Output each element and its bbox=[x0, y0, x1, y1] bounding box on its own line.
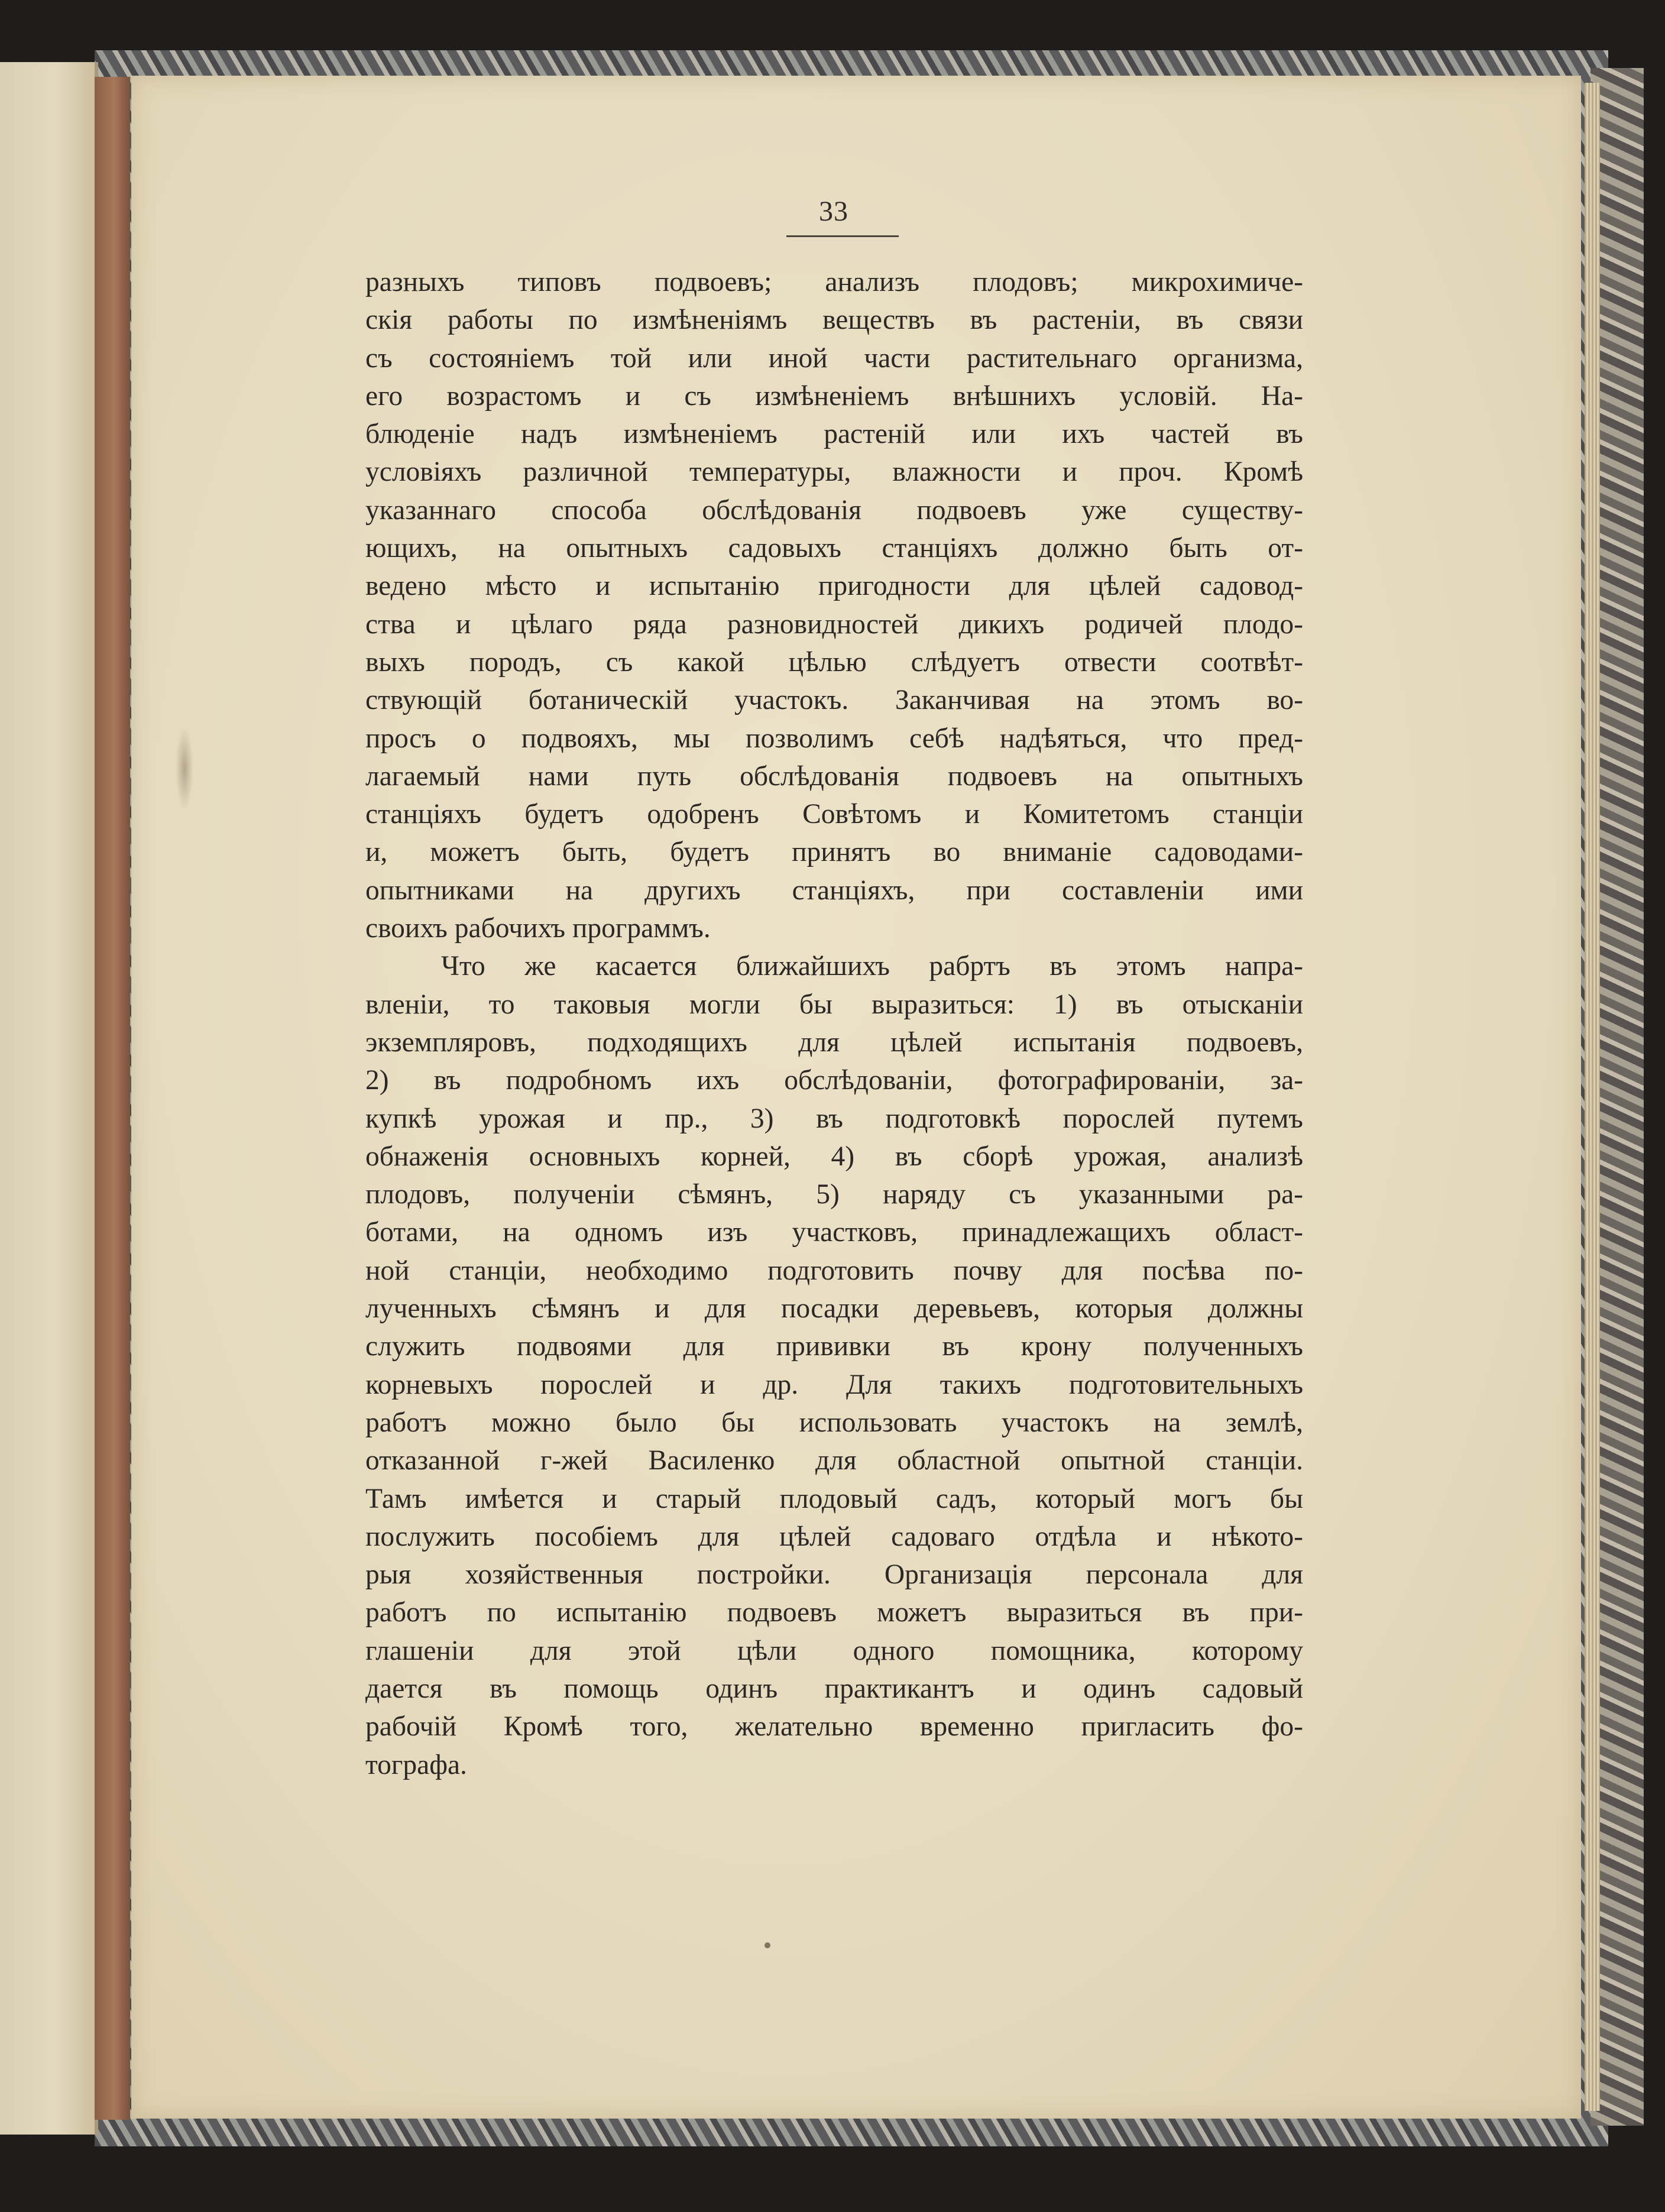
text-line: рыя хозяйственныя постройки. Организація персонала для bbox=[365, 1559, 1303, 1591]
text-line: выхъ породъ, съ какой цѣлью слѣдуетъ отвести соотвѣт- bbox=[365, 646, 1303, 678]
facing-page-edge bbox=[0, 62, 98, 2135]
text-line: корневыхъ порослей и др. Для такихъ подготовительныхъ bbox=[365, 1369, 1303, 1400]
text-line: купкѣ урожая и пр., 3) въ подготовкѣ порослей путемъ bbox=[365, 1103, 1303, 1134]
text-line: ной станціи, необходимо подготовить почву для посѣва по- bbox=[365, 1255, 1303, 1286]
paragraph-start-line: Что же касается ближайшихъ рабртъ въ этомъ напра- bbox=[441, 951, 1303, 982]
text-line: лученныхъ сѣмянъ и для посадки деревьевъ, которыя должны bbox=[365, 1293, 1303, 1324]
text-line: съ состояніемъ той или иной части растительнаго организма, bbox=[365, 342, 1303, 374]
text-line: блюденіе надъ измѣненіемъ растеній или ихъ частей въ bbox=[365, 419, 1303, 450]
text-line: послужить пособіемъ для цѣлей садоваго отдѣла и нѣкото- bbox=[365, 1521, 1303, 1552]
text-line: ющихъ, на опытныхъ садовыхъ станціяхъ должно быть от- bbox=[365, 533, 1303, 564]
paragraph-end-line: тографа. bbox=[365, 1749, 467, 1780]
paper-speck bbox=[765, 1942, 770, 1948]
cover-edge-left bbox=[95, 77, 130, 2120]
text-line: разныхъ типовъ подвоевъ; анализъ плодовъ; микрохимиче- bbox=[365, 267, 1303, 297]
text-line: работъ можно было бы использовать участокъ на землѣ, bbox=[365, 1407, 1303, 1438]
paragraph-end-line: своихъ рабочихъ программъ. bbox=[365, 913, 711, 944]
page-stack-edges bbox=[1585, 83, 1600, 2111]
text-line: экземпляровъ, подходящихъ для цѣлей испытанія подвоевъ, bbox=[365, 1026, 1303, 1058]
text-line: ства и цѣлаго ряда разновидностей дикихъ родичей плодо- bbox=[365, 608, 1303, 640]
text-line: его возрастомъ и съ измѣненіемъ внѣшнихъ условій. На- bbox=[365, 380, 1303, 412]
text-line: Тамъ имѣется и старый плодовый садъ, который могъ бы bbox=[365, 1483, 1303, 1514]
header-rule bbox=[786, 235, 899, 237]
text-line: ствующій ботаническій участокъ. Заканчивая на этомъ во- bbox=[365, 685, 1303, 716]
text-line: опытниками на другихъ станціяхъ, при составленіи ими bbox=[365, 875, 1303, 906]
text-line: лагаемый нами путь обслѣдованія подвоевъ на опытныхъ bbox=[365, 760, 1303, 792]
page-body-text bbox=[365, 263, 1303, 1784]
paper-stain bbox=[176, 727, 193, 810]
text-line: дается въ помощь одинъ практикантъ и одинъ садовый bbox=[365, 1673, 1303, 1704]
text-line: условіяхъ различной температуры, влажности и проч. Кромѣ bbox=[365, 456, 1303, 488]
text-line: ботами, на одномъ изъ участковъ, принадлежащихъ област- bbox=[365, 1217, 1303, 1248]
page-number: 33 bbox=[819, 196, 848, 227]
text-line: ведено мѣсто и испытанію пригодности для цѣлей садовод- bbox=[365, 571, 1303, 602]
text-line: служить подвоями для прививки въ крону полученныхъ bbox=[365, 1331, 1303, 1362]
text-line: скія работы по измѣненіямъ веществъ въ растеніи, въ связи bbox=[365, 305, 1303, 336]
text-line: плодовъ, полученіи сѣмянъ, 5) наряду съ указанными ра- bbox=[365, 1179, 1303, 1210]
text-line: отказанной г-жей Василенко для областной опытной станціи. bbox=[365, 1445, 1303, 1476]
text-line: станціяхъ будетъ одобренъ Совѣтомъ и Комитетомъ станціи bbox=[365, 799, 1303, 830]
text-line: просъ о подвояхъ, мы позволимъ себѣ надѣяться, что пред- bbox=[365, 723, 1303, 754]
text-line: и, можетъ быть, будетъ принятъ во вниманіе садоводами- bbox=[365, 837, 1303, 868]
text-line: указаннаго способа обслѣдованія подвоевъ уже существу- bbox=[365, 494, 1303, 526]
text-line: 2) въ подробномъ ихъ обслѣдованіи, фотографированіи, за- bbox=[365, 1065, 1303, 1096]
text-line: вленіи, то таковыя могли бы выразиться: 1) въ отысканіи bbox=[365, 989, 1303, 1020]
text-line: рабочій Кромѣ того, желательно временно пригласить фо- bbox=[365, 1711, 1303, 1743]
text-line: работъ по испытанію подвоевъ можетъ выразиться въ при- bbox=[365, 1597, 1303, 1628]
text-line: глашеніи для этой цѣли одного помощника, которому bbox=[365, 1635, 1303, 1666]
text-line: обнаженія основныхъ корней, 4) въ сборѣ урожая, анализѣ bbox=[365, 1141, 1303, 1172]
